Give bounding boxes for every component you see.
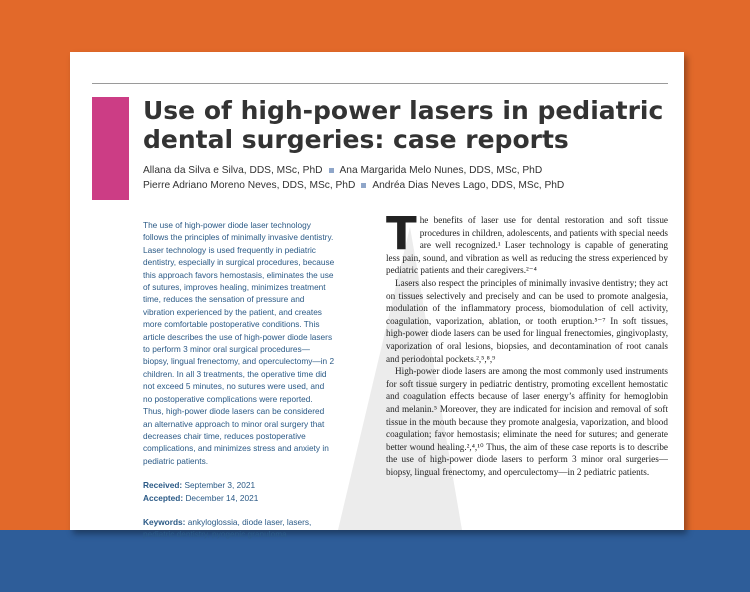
accepted-line [143, 492, 335, 504]
article-title: Use of high-power lasers in pediatric dental surgeries: case reports [143, 96, 664, 154]
body-paragraph-2: Lasers also respect the principles of minimally invasive dentistry; they act on tissues selectively and precisely and can be used to promote analgesia, modulation of the inflammatory process, biomodulation of cell activity, coagulation, vaporization, ablation, or tooth eruption.⁵⁻⁷ In soft tissues, high-power diode lasers can be used for lingual frenectomies, gingivoplasty, vaporization of oral lesions, biopsies, and decontamination of root canals and periodontal pockets.²,⁵,⁸,⁹ [386, 277, 668, 364]
keywords-label: Keywords: [143, 516, 186, 527]
abstract-column [143, 219, 335, 541]
received-line [143, 479, 335, 491]
author-4: Andréa Dias Neves Lago, DDS, MSc, PhD [372, 180, 565, 191]
author-2: Ana Margarida Melo Nunes, DDS, MSc, PhD [339, 165, 543, 176]
accepted-date: December 14, 2021 [185, 492, 259, 503]
body-paragraph-1-text: he benefits of laser use for dental restoration and soft tissue procedures in children, adolescents, and patients with special needs are well recognized.¹ Laser technology is capable of generating less pain, sound, and vibration as well as reducing the stress experienced by pediatric patients and their caregivers.²⁻⁴ [386, 215, 668, 276]
received-date: September 3, 2021 [184, 480, 256, 491]
keywords-text: ankyloglossia, diode laser, lasers, pediatric dentistry, pyogenic granuloma [143, 516, 312, 540]
body-paragraph-3: High-power diode lasers are among the most commonly used instruments for soft tissue surgery in pediatric dentistry, promoting excellent hemostatic and coagulation effects because of laser energy’s affinity for hemoglobin and melanin.⁵ Moreover, they are indicated for incision and removal of soft tissue in the mouth because they promote analgesia, vaporization, and blood coagulation; favor hemostasis; eliminate the need for sutures; and generate better wound healing.²,⁴,¹⁰ Thus, the aim of these case reports is to describe the use of high-power diode lasers to perform 3 minor oral surgeries—biopsy, lingual frenectomy, and operculectomy—in 2 pediatric patients. [386, 366, 668, 477]
author-list [143, 163, 673, 193]
received-label: Received: [143, 480, 183, 491]
author-1: Allana da Silva e Silva, DDS, MSc, PhD [143, 165, 323, 176]
keywords-block [143, 516, 335, 541]
drop-cap: T [386, 207, 417, 260]
title-accent-bar [92, 97, 129, 200]
author-line-1 [143, 163, 673, 178]
accepted-label: Accepted: [143, 492, 184, 503]
author-3: Pierre Adriano Moreno Neves, DDS, MSc, PhD [143, 180, 356, 191]
body-column [386, 207, 668, 478]
top-rule [92, 83, 668, 84]
author-line-2 [143, 178, 673, 193]
body-paragraph-1 [386, 207, 668, 277]
article-page [70, 52, 684, 540]
author-separator-icon [329, 168, 334, 173]
author-separator-icon [361, 183, 366, 188]
bottom-band [0, 530, 750, 592]
abstract-text: The use of high-power diode laser technology follows the principles of minimally invasive dentistry. Laser technology is used frequently in pediatric dentistry, especially in surgical procedures, because this approach favors hemostasis, eliminates the use of sutures, improves healing, minimizes treatment time, reduces the sensation of pressure and vibration experienced by the patient, and creates more comfortable postoperative conditions. This article describes the use of high-power diode lasers to perform 3 minor oral surgical procedures—biopsy, lingual frenectomy, and operculectomy—in 2 children. In all 3 treatments, the operative time did not exceed 5 minutes, no sutures were used, and no postoperative complications were reported. Thus, high-power diode lasers can be considered an alternative approach to minor oral surgery that decreases chair time, reduces postoperative complications, and minimizes stress and anxiety in pediatric patients. [143, 220, 335, 466]
dates-block [143, 479, 335, 504]
